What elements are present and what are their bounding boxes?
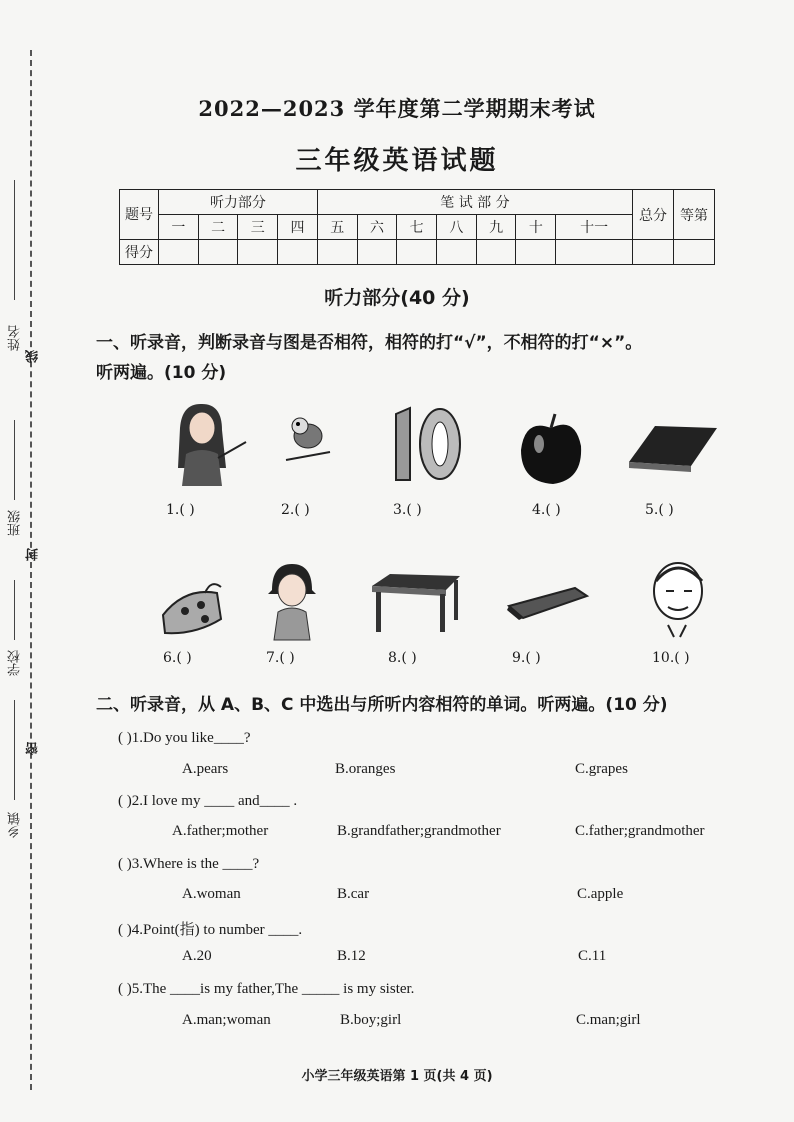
book-icon: [625, 420, 720, 480]
q1-item-label: 1.( ): [166, 502, 195, 518]
score-input[interactable]: [437, 240, 477, 265]
q2-option-a[interactable]: A.20: [182, 948, 212, 964]
man-face-icon: [640, 555, 715, 640]
q1-heading-line1: 一、听录音，判断录音与图是否相符，相符的打“√”，不相符的打“×”。: [96, 333, 643, 353]
school-fill-line: [14, 580, 15, 640]
binding-line: [30, 50, 32, 1090]
q2-option-c[interactable]: C.man;girl: [576, 1012, 641, 1028]
class-fill-line: [14, 420, 15, 500]
score-input[interactable]: [159, 240, 199, 265]
q2-option-b[interactable]: B.oranges: [335, 761, 396, 777]
score-input[interactable]: [357, 240, 397, 265]
page-footer: 小学三年级英语第 1 页(共 4 页): [301, 1069, 493, 1084]
teacher-icon: [160, 398, 250, 488]
score-input[interactable]: [476, 240, 516, 265]
num-cell: 七: [397, 215, 437, 240]
q2-item-stem: ( )2.I love my ____ and____ .: [118, 793, 298, 809]
school-label: 学校: [8, 650, 23, 676]
town-fill-line: [14, 700, 15, 800]
q1-item-label: 3.( ): [393, 502, 422, 518]
num-cell: 六: [357, 215, 397, 240]
total-input[interactable]: [633, 240, 674, 265]
q2-option-a[interactable]: A.woman: [182, 886, 241, 902]
q1-item-label: 5.( ): [645, 502, 674, 518]
num-cell: 二: [198, 215, 238, 240]
town-label: 乡镇: [8, 812, 23, 838]
grade-header: 等第: [674, 190, 715, 240]
listening-section-title: 听力部分(40 分): [324, 287, 470, 309]
q1-item-label: 10.( ): [652, 650, 690, 666]
num-cell: 十: [516, 215, 556, 240]
score-input[interactable]: [516, 240, 556, 265]
name-label: 姓名: [8, 325, 23, 351]
num-cell: 十一: [556, 215, 633, 240]
q2-option-b[interactable]: B.12: [337, 948, 366, 964]
num-cell: 四: [278, 215, 318, 240]
q1-item-label: 8.( ): [388, 650, 417, 666]
num-cell: 一: [159, 215, 199, 240]
q2-option-c[interactable]: C.apple: [577, 886, 624, 902]
desk-icon: [368, 572, 463, 634]
q1-heading: [96, 328, 642, 388]
class-label: 班级: [8, 510, 23, 536]
tihao-cell: 题号: [120, 190, 159, 240]
q2-option-b[interactable]: B.grandfather;grandmother: [337, 823, 501, 839]
q2-option-b[interactable]: B.car: [337, 886, 370, 902]
q1-item-label: 7.( ): [266, 650, 295, 666]
grade-input[interactable]: [674, 240, 715, 265]
score-input[interactable]: [278, 240, 318, 265]
apple-icon: [515, 410, 587, 488]
q1-heading-line2: 听两遍。(10 分): [96, 363, 227, 383]
num-cell: 九: [476, 215, 516, 240]
name-fill-line: [14, 180, 15, 300]
xian-mark: 线: [26, 350, 41, 363]
score-table: [119, 189, 715, 265]
number-ten-icon: [382, 404, 467, 484]
q2-item-stem: ( )1.Do you like____?: [118, 730, 251, 746]
score-input[interactable]: [397, 240, 437, 265]
q2-option-b[interactable]: B.boy;girl: [340, 1012, 402, 1028]
num-cell: 三: [238, 215, 278, 240]
mi-mark: 密: [26, 742, 41, 755]
q2-item-stem: ( )5.The ____is my father,The _____ is my sister.: [118, 981, 415, 997]
q1-item-label: 6.( ): [163, 650, 192, 666]
q2-option-c[interactable]: C.father;grandmother: [575, 823, 705, 839]
q2-option-a[interactable]: A.pears: [182, 761, 229, 777]
q2-option-c[interactable]: C.11: [578, 948, 607, 964]
bird-icon: [278, 410, 338, 470]
q2-option-c[interactable]: C.grapes: [575, 761, 628, 777]
q2-item-stem: ( )4.Point(指) to number ____.: [118, 922, 303, 938]
q2-item-stem: ( )3.Where is the ____?: [118, 856, 260, 872]
score-input[interactable]: [317, 240, 357, 265]
exam-title: 2022—2023 学年度第二学期期末考试: [198, 96, 596, 121]
score-input[interactable]: [556, 240, 633, 265]
girl-icon: [262, 560, 322, 642]
score-input[interactable]: [198, 240, 238, 265]
q2-option-a[interactable]: A.father;mother: [172, 823, 269, 839]
q1-item-label: 2.( ): [281, 502, 310, 518]
num-cell: 八: [437, 215, 477, 240]
q2-heading: 二、听录音，从 A、B、C 中选出与所听内容相符的单词。听两遍。(10 分): [96, 695, 668, 715]
pencil-box-icon: [505, 582, 590, 622]
feng-mark: 封: [26, 548, 41, 561]
num-cell: 五: [317, 215, 357, 240]
defen-cell: 得分: [120, 240, 159, 265]
total-header: 总分: [633, 190, 674, 240]
writing-header: 笔 试 部 分: [317, 190, 632, 215]
q2-option-a[interactable]: A.man;woman: [182, 1012, 271, 1028]
q1-item-label: 4.( ): [532, 502, 561, 518]
exam-subtitle: 三年级英语试题: [295, 146, 499, 176]
listening-header: 听力部分: [159, 190, 318, 215]
bag-icon: [155, 575, 230, 640]
score-input[interactable]: [238, 240, 278, 265]
q1-item-label: 9.( ): [512, 650, 541, 666]
